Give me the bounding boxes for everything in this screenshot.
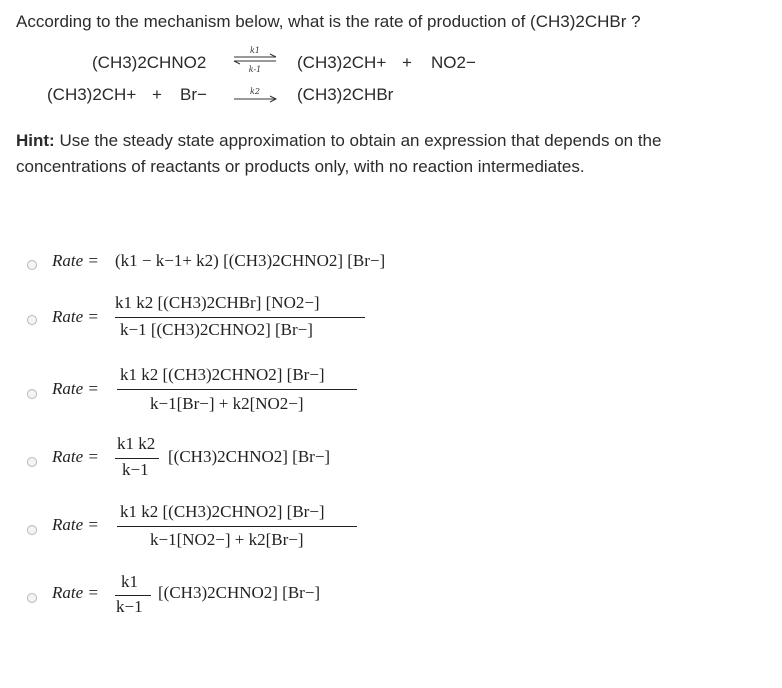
option-6-radio[interactable] xyxy=(27,593,37,603)
step1-product-a: (CH3)2CH+ xyxy=(297,53,387,72)
option-2-lhs: Rate = xyxy=(52,307,99,326)
option-3-denominator: k−1[Br−] + k2[NO2−] xyxy=(150,394,304,413)
option-6-numerator: k1 xyxy=(121,572,138,591)
option-3-numerator: k1 k2 [(CH3)2CHNO2] [Br−] xyxy=(120,365,325,384)
hint-paragraph xyxy=(16,128,766,180)
option-6-fraction-bar xyxy=(115,595,151,596)
option-1-radio[interactable] xyxy=(27,260,37,270)
option-5-radio[interactable] xyxy=(27,525,37,535)
step1-reactant: (CH3)2CHNO2 xyxy=(92,53,207,72)
step2-reactant-a: (CH3)2CH+ xyxy=(47,85,137,104)
hint-text: Use the steady state approximation to obtain an expression that depends on the concentrations of reactants or products only, with no reaction intermediates. xyxy=(16,131,662,176)
option-3-fraction-bar xyxy=(117,389,357,390)
option-6-lhs: Rate = xyxy=(52,583,99,602)
option-4-tail: [(CH3)2CHNO2] [Br−] xyxy=(168,447,331,466)
question-text: According to the mechanism below, what is the rate of production of (CH3)2CHBr ? xyxy=(16,12,641,31)
option-4-radio[interactable] xyxy=(27,457,37,467)
step1-k-forward: k1 xyxy=(250,46,260,55)
option-2-radio[interactable] xyxy=(27,315,37,325)
option-4-denominator: k−1 xyxy=(122,460,149,479)
option-5-fraction-bar xyxy=(117,526,357,527)
option-5-denominator: k−1[NO2−] + k2[Br−] xyxy=(150,530,304,549)
step1-k-reverse: k-1 xyxy=(248,65,262,74)
option-2-denominator: k−1 [(CH3)2CHNO2] [Br−] xyxy=(120,320,313,339)
option-1-expression: (k1 − k−1+ k2) [(CH3)2CHNO2] [Br−] xyxy=(115,251,386,270)
option-1-lhs: Rate = xyxy=(52,251,99,270)
option-4-lhs: Rate = xyxy=(52,447,99,466)
forward-arrow-icon xyxy=(230,85,280,103)
step2-k-forward: k2 xyxy=(250,87,260,96)
step1-product-b: NO2− xyxy=(431,53,476,72)
option-3-lhs: Rate = xyxy=(52,379,99,398)
option-4-numerator: k1 k2 xyxy=(117,434,156,453)
option-6-denominator: k−1 xyxy=(116,597,143,616)
option-3-radio[interactable] xyxy=(27,389,37,399)
step1-plus: + xyxy=(402,53,412,72)
option-2-fraction-bar xyxy=(115,317,365,318)
step2-plus: + xyxy=(152,85,162,104)
option-4-fraction-bar xyxy=(115,458,159,459)
hint-label: Hint: xyxy=(16,131,55,150)
step2-product: (CH3)2CHBr xyxy=(297,85,394,104)
option-6-tail: [(CH3)2CHNO2] [Br−] xyxy=(158,583,321,602)
step2-reactant-b: Br− xyxy=(180,85,207,104)
option-2-numerator: k1 k2 [(CH3)2CHBr] [NO2−] xyxy=(115,293,320,312)
option-5-lhs: Rate = xyxy=(52,515,99,534)
equilibrium-arrow-icon xyxy=(230,46,280,76)
option-5-numerator: k1 k2 [(CH3)2CHNO2] [Br−] xyxy=(120,502,325,521)
